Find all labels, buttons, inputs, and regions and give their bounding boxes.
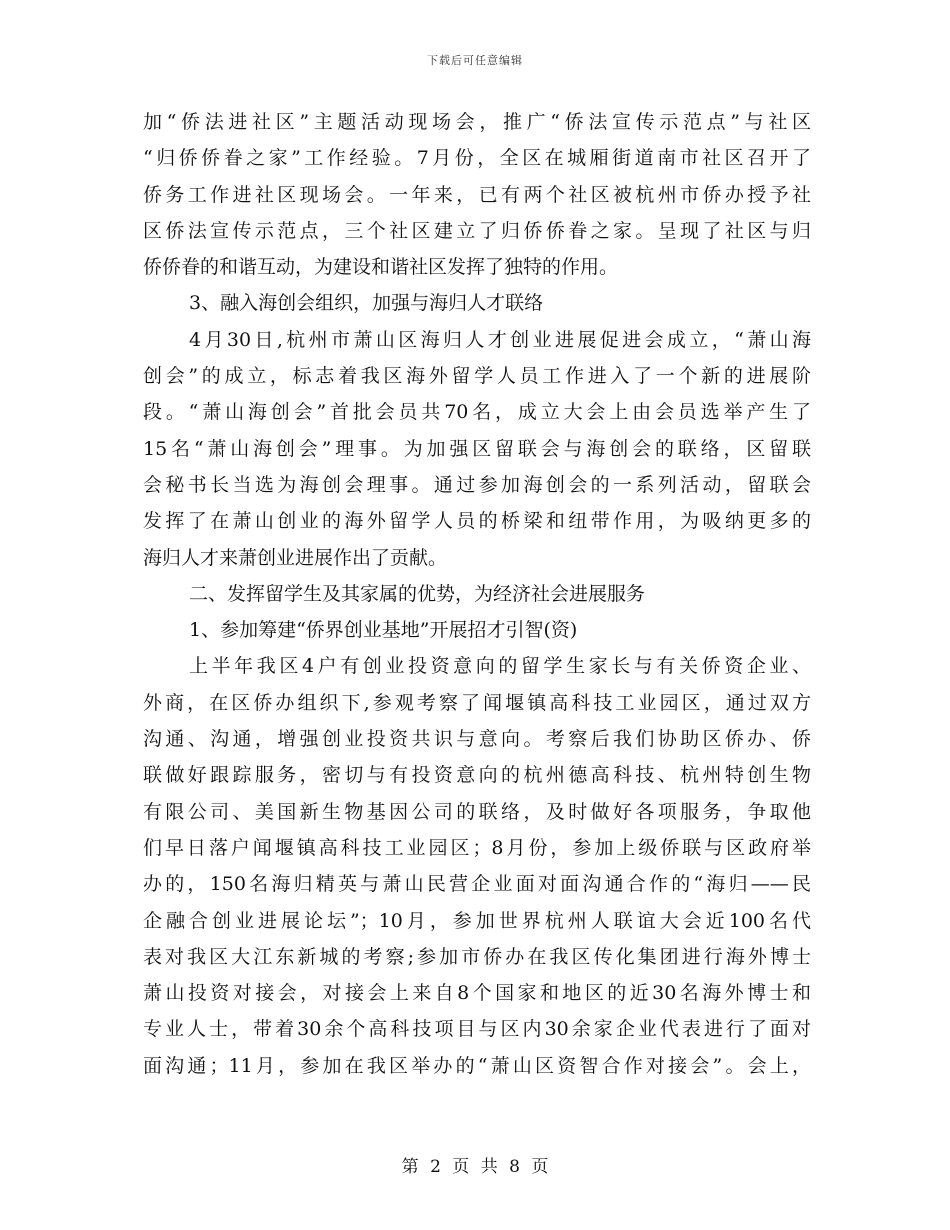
- text-line: 上半年我区4户有创业投资意向的留学生家长与有关侨资企业、: [189, 655, 811, 678]
- text-line: 们早日落户闻堰镇高科技工业园区；8月份，参加上级侨联与区政府举: [143, 836, 811, 859]
- text-line: 段。“萧山海创会”首批会员共70名，成立大会上由会员选举产生了: [143, 401, 811, 424]
- subsection-heading: 1、参加筹建“侨界创业基地”开展招才引智(资): [189, 619, 578, 642]
- text-line: 联做好跟踪服务，密切与有投资意向的杭州德高科技、杭州特创生物: [143, 764, 811, 787]
- text-line: 海归人才来萧创业进展作出了贡献。: [143, 546, 448, 569]
- text-line: 表对我区大江东新城的考察;参加市侨办在我区传化集团进行海外博士: [143, 945, 811, 968]
- text-line: 侨侨眷的和谐互动，为建设和谐社区发挥了独特的作用。: [143, 256, 619, 279]
- page-header: 下载后可任意编辑: [427, 54, 523, 67]
- text-line: 发挥了在萧山创业的海外留学人员的桥梁和纽带作用，为吸纳更多的: [143, 510, 811, 533]
- text-line: 区侨法宣传示范点，三个社区建立了归侨侨眷之家。呈现了社区与归: [143, 219, 811, 242]
- text-line: 创会”的成立，标志着我区海外留学人员工作进入了一个新的进展阶: [143, 365, 811, 388]
- section-heading: 3、融入海创会组织，加强与海归人才联络: [189, 292, 544, 315]
- text-line: 有限公司、美国新生物基因公司的联络，及时做好各项服务，争取他: [143, 800, 811, 823]
- text-line: 企融合创业进展论坛”；10月，参加世界杭州人联谊大会近100名代: [143, 909, 811, 932]
- text-line: 侨务工作进社区现场会。一年来，已有两个社区被杭州市侨办授予社: [143, 183, 811, 206]
- text-line: 4月30日,杭州市萧山区海归人才创业进展促进会成立，“萧山海: [189, 328, 811, 351]
- text-line: 专业人士，带着30余个高科技项目与区内30余家企业代表进行了面对: [143, 1018, 811, 1041]
- text-line: 会秘书长当选为海创会理事。通过参加海创会的一系列活动，留联会: [143, 473, 811, 496]
- text-line: “归侨侨眷之家”工作经验。7月份，全区在城厢街道南市社区召开了: [143, 147, 811, 170]
- text-line: 外商，在区侨办组织下,参观考察了闻堰镇高科技工业园区，通过双方: [143, 691, 811, 714]
- text-line: 面沟通；11月，参加在我区举办的“萧山区资智合作对接会”。会上，: [143, 1054, 811, 1077]
- text-line: 办的，150名海归精英与萧山民营企业面对面沟通合作的“海归——民: [143, 873, 811, 896]
- text-line: 萧山投资对接会，对接会上来自8个国家和地区的近30名海外博士和: [143, 982, 811, 1005]
- section-heading: 二、发挥留学生及其家属的优势，为经济社会进展服务: [189, 582, 646, 605]
- document-body: [143, 104, 811, 1084]
- text-line: 15名“萧山海创会”理事。为加强区留联会与海创会的联络，区留联: [143, 437, 811, 460]
- text-line: 沟通、沟通，增强创业投资共识与意向。考察后我们协助区侨办、侨: [143, 728, 811, 751]
- text-line: 加“侨法进社区”主题活动现场会，推广“侨法宣传示范点”与社区: [143, 111, 811, 133]
- page-footer: 第 2 页 共 8 页: [401, 1157, 549, 1177]
